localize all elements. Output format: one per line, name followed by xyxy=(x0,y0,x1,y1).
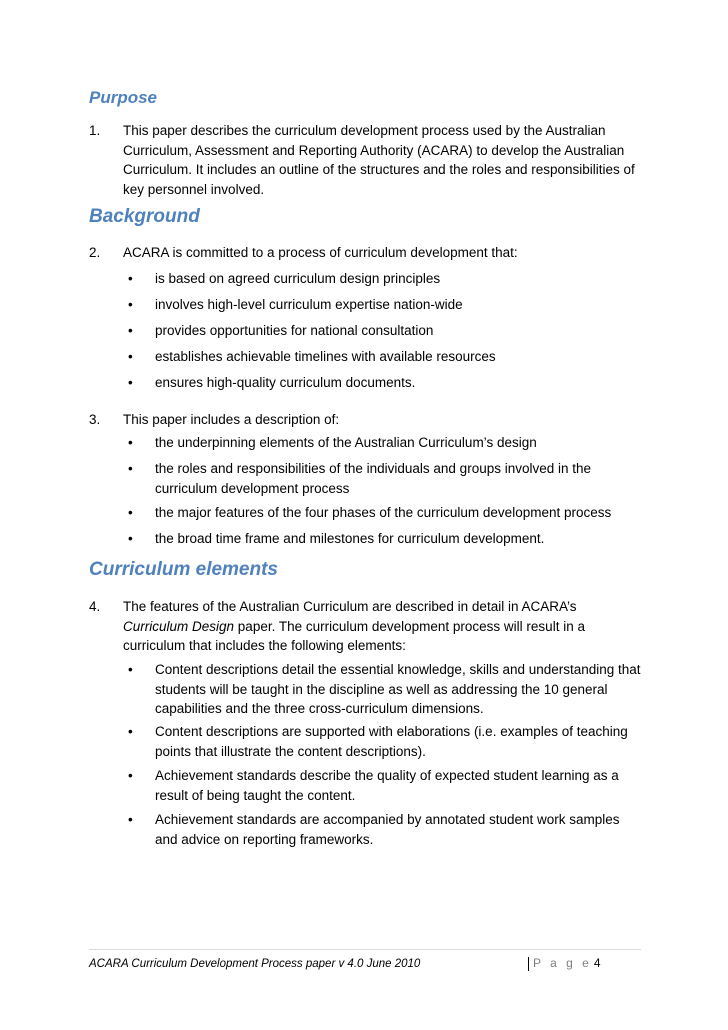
bullet-icon: • xyxy=(128,323,133,338)
list-item: • the underpinning elements of the Australian Curriculum’s design xyxy=(89,433,641,453)
paragraph-text: The features of the Australian Curriculum are described in detail in ACARA’s Curriculum Design paper. The curriculum development process will result in a curriculum that includes the following elements: xyxy=(123,599,585,654)
footer-page-indicator xyxy=(528,956,601,971)
paragraph-1 xyxy=(89,121,641,199)
paragraph-text: This paper includes a description of: xyxy=(123,412,340,427)
list-item: • Achievement standards describe the quality of expected student learning as a result of being taught the content. xyxy=(128,768,619,803)
paragraph-text: This paper describes the curriculum development process used by the Australian Curriculum, Assessment and Reporting Authority (ACARA) to develop the Australian Curriculum. It includes an outline of the structures and the roles and responsibilities of key personnel involved. xyxy=(123,123,635,197)
bullet-icon: • xyxy=(128,271,133,286)
list-item: • ensures high-quality curriculum documents. xyxy=(89,373,641,393)
bullet-icon: • xyxy=(128,435,133,450)
list-item: • Content descriptions are supported with elaborations (i.e. examples of teaching points that illustrate the content descriptions). xyxy=(128,724,628,759)
paragraph-2 xyxy=(89,243,641,263)
paragraph-4 xyxy=(89,597,641,656)
document-title-reference: Curriculum Design xyxy=(123,618,235,634)
paragraph-number: 4. xyxy=(89,599,101,614)
list-item: • the broad time frame and milestones for curriculum development. xyxy=(89,529,641,549)
bullet-icon: • xyxy=(128,662,133,677)
paragraph-number: 2. xyxy=(89,245,101,260)
bullet-icon: • xyxy=(128,812,133,827)
bullet-icon: • xyxy=(128,531,133,546)
footer-divider xyxy=(89,949,641,950)
bullet-icon: • xyxy=(128,768,133,783)
bullet-icon: • xyxy=(128,375,133,390)
page-number: 4 xyxy=(593,956,601,970)
paragraph-number: 3. xyxy=(89,412,101,427)
bullet-icon: • xyxy=(128,461,133,476)
heading-purpose: Purpose xyxy=(89,88,158,107)
bullet-icon: • xyxy=(128,297,133,312)
list-item: • establishes achievable timelines with available resources xyxy=(89,347,641,367)
list-item: • is based on agreed curriculum design principles xyxy=(89,269,641,289)
bullet-icon: • xyxy=(128,349,133,364)
bullet-icon: • xyxy=(128,505,133,520)
list-item: • involves high-level curriculum expertise nation-wide xyxy=(89,295,641,315)
list-item: • Achievement standards are accompanied by annotated student work samples and advice on reporting frameworks. xyxy=(128,812,620,847)
paragraph-text: ACARA is committed to a process of curriculum development that: xyxy=(123,245,518,260)
heading-curriculum-elements: Curriculum elements xyxy=(89,559,278,580)
paragraph-number: 1. xyxy=(89,123,101,138)
list-item: • the roles and responsibilities of the individuals and groups involved in the curriculum development process xyxy=(128,461,592,496)
heading-background: Background xyxy=(89,206,200,227)
paragraph-3 xyxy=(89,410,641,430)
page-label: P a g e xyxy=(533,956,592,970)
list-item: • the major features of the four phases of the curriculum development process xyxy=(89,503,641,523)
bullet-icon: • xyxy=(128,724,133,739)
list-item: • provides opportunities for national consultation xyxy=(89,321,641,341)
footer-document-title: ACARA Curriculum Development Process paper v 4.0 June 2010 xyxy=(89,958,421,970)
footer-separator xyxy=(528,957,529,971)
list-item: • Content descriptions detail the essential knowledge, skills and understanding that students will be taught in the discipline as well as addressing the 10 general capabilities and the three cross-curriculum dimensions. xyxy=(128,662,641,717)
